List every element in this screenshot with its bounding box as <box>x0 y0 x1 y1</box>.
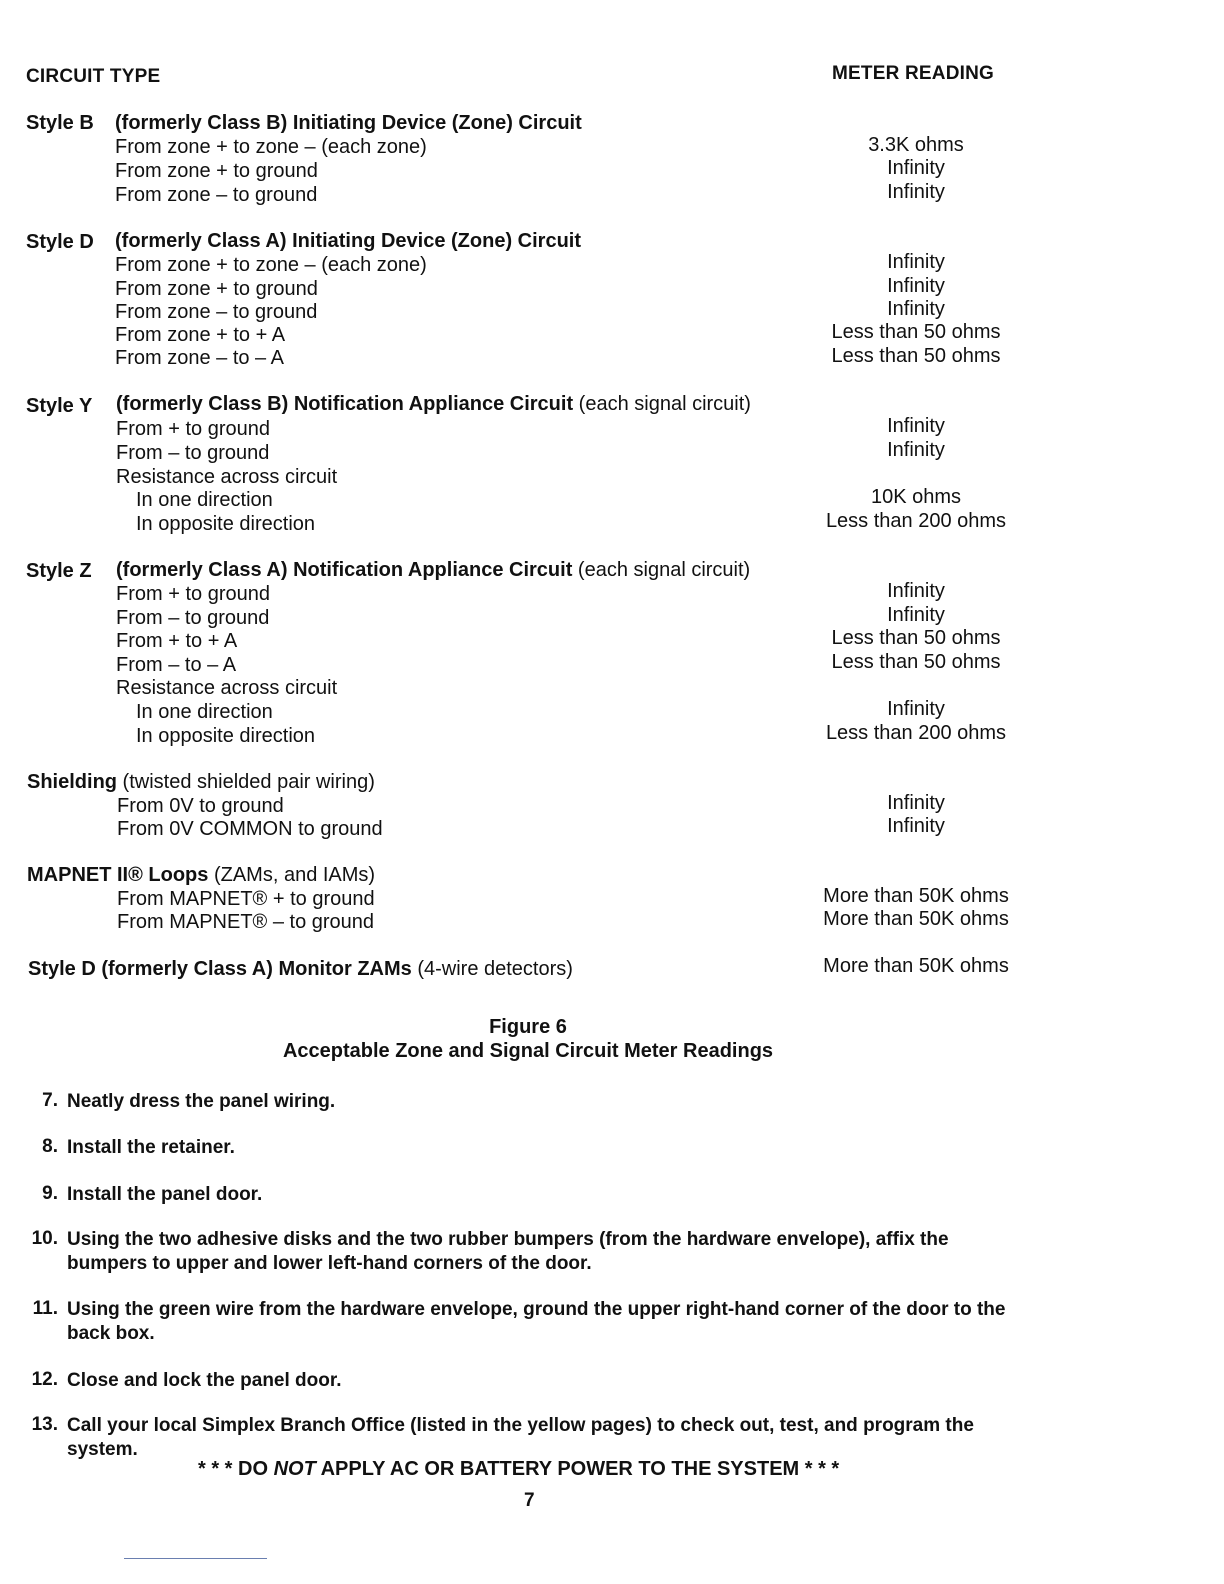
section-title <box>116 393 751 416</box>
step-number: 12. <box>31 1369 58 1390</box>
reading-label: From zone + to ground <box>115 160 318 182</box>
reading-label: From – to – A <box>116 654 237 676</box>
reading-label: From – to ground <box>116 442 270 464</box>
reading-label: In one direction <box>136 701 273 723</box>
reading-value: Less than 50 ohms <box>831 627 1001 649</box>
step-text: Using the green wire from the hardware envelope, ground the upper right-hand corner of the door to the back box. <box>67 1299 1006 1344</box>
reading-label: In opposite direction <box>136 513 316 535</box>
style-label: Style B <box>26 112 94 134</box>
section-title-rest: (each signal circuit) <box>573 393 751 415</box>
step-text: Install the panel door. <box>67 1184 263 1205</box>
step-text: Close and lock the panel door. <box>67 1370 342 1391</box>
section-title <box>115 230 581 253</box>
reading-value: Infinity <box>887 580 945 602</box>
step-text: Neatly dress the panel wiring. <box>67 1091 336 1112</box>
step-number: 7. <box>42 1090 58 1111</box>
reading-value: Less than 200 ohms <box>825 510 1007 532</box>
reading-label: From zone – to ground <box>115 301 318 323</box>
reading-value: Less than 50 ohms <box>831 345 1001 367</box>
section-title-rest: (each signal circuit) <box>572 559 751 581</box>
step-number: 8. <box>42 1136 58 1157</box>
reading-label: From zone + to ground <box>115 278 318 300</box>
section-title <box>27 864 375 887</box>
section-title <box>27 771 375 794</box>
reading-value: More than 50K ohms <box>823 908 1009 930</box>
reading-label: From MAPNET® – to ground <box>117 911 375 933</box>
power-warning <box>198 1458 839 1481</box>
style-label: Style D <box>26 231 94 253</box>
warning-prefix: * * * DO <box>198 1458 274 1480</box>
section-title-bold: Shielding <box>27 771 117 793</box>
reading-label: From zone – to – A <box>115 347 284 369</box>
section-title <box>115 112 582 135</box>
reading-label: From 0V to ground <box>117 795 284 817</box>
reading-value: Infinity <box>887 815 945 837</box>
step-number: 9. <box>42 1183 58 1204</box>
reading-value: 10K ohms <box>870 486 962 508</box>
reading-label: From zone – to ground <box>115 184 318 206</box>
section-title-rest: (4-wire detectors) <box>411 958 573 980</box>
reading-value: Infinity <box>887 181 945 203</box>
section-title <box>116 559 750 582</box>
step-number: 13. <box>31 1414 58 1435</box>
section-title-bold: (formerly Class B) Initiating Device (Zone) Circuit <box>115 112 582 134</box>
reading-label: Resistance across circuit <box>116 677 338 699</box>
reading-label: From MAPNET® + to ground <box>117 888 375 910</box>
section-title-bold: (formerly Class A) Notification Appliance Circuit <box>116 559 573 581</box>
reading-value: Infinity <box>887 439 945 461</box>
reading-value: Less than 200 ohms <box>825 722 1007 744</box>
reading-value: Infinity <box>887 604 945 626</box>
section-title <box>28 958 573 981</box>
figure-number: Figure 6 <box>489 1016 567 1038</box>
reading-label: Resistance across circuit <box>116 466 338 488</box>
reading-value: Less than 50 ohms <box>831 651 1001 673</box>
style-label: Style Z <box>26 560 92 582</box>
reading-label: From 0V COMMON to ground <box>117 818 383 840</box>
reading-value: Infinity <box>887 415 945 437</box>
reading-value: Infinity <box>887 275 945 297</box>
footer-rule <box>124 1558 267 1559</box>
section-title-bold: Style D (formerly Class A) Monitor ZAMs <box>28 958 412 980</box>
section-title-rest: (twisted shielded pair wiring) <box>117 771 375 793</box>
reading-label: From + to ground <box>116 583 270 605</box>
reading-value: Less than 50 ohms <box>831 321 1001 343</box>
reading-value: Infinity <box>887 298 945 320</box>
step-number: 11. <box>32 1298 58 1319</box>
section-title-rest: (ZAMs, and IAMs) <box>208 864 376 886</box>
reading-label: In one direction <box>136 489 273 511</box>
figure-caption: Acceptable Zone and Signal Circuit Meter Readings <box>282 1040 774 1062</box>
step-number: 10. <box>31 1228 58 1249</box>
reading-value: More than 50K ohms <box>823 955 1009 977</box>
reading-value: Infinity <box>887 698 945 720</box>
reading-label: In opposite direction <box>136 725 316 747</box>
reading-label: From zone + to + A <box>115 324 286 346</box>
step-text: Using the two adhesive disks and the two rubber bumpers (from the hardware envelope), affix the bumpers to upper and lower left-hand corners of the door. <box>67 1229 949 1274</box>
warning-suffix: APPLY AC OR BATTERY POWER TO THE SYSTEM * * * <box>315 1458 840 1480</box>
step-text: Call your local Simplex Branch Office (listed in the yellow pages) to check out, test, and program the system. <box>67 1415 974 1460</box>
step-text: Install the retainer. <box>67 1137 235 1158</box>
section-title-bold: MAPNET II® Loops <box>27 864 209 886</box>
reading-value: More than 50K ohms <box>823 885 1009 907</box>
reading-value: 3.3K ohms <box>868 134 964 156</box>
reading-value: Infinity <box>887 792 945 814</box>
section-title-bold: (formerly Class B) Notification Appliance Circuit <box>116 393 574 415</box>
reading-label: From + to ground <box>116 418 270 440</box>
warning-emphasis: NOT <box>273 1458 316 1480</box>
page-number: 7 <box>524 1490 535 1511</box>
style-label: Style Y <box>26 395 93 417</box>
reading-label: From zone + to zone – (each zone) <box>115 254 427 276</box>
meter-reading-header: METER READING <box>832 63 994 84</box>
reading-label: From zone + to zone – (each zone) <box>115 136 427 158</box>
reading-value: Infinity <box>887 251 945 273</box>
reading-label: From + to + A <box>116 630 238 652</box>
reading-label: From – to ground <box>116 607 270 629</box>
circuit-type-header: CIRCUIT TYPE <box>26 66 161 87</box>
section-title-bold: (formerly Class A) Initiating Device (Zone) Circuit <box>115 230 582 252</box>
reading-value: Infinity <box>887 157 945 179</box>
